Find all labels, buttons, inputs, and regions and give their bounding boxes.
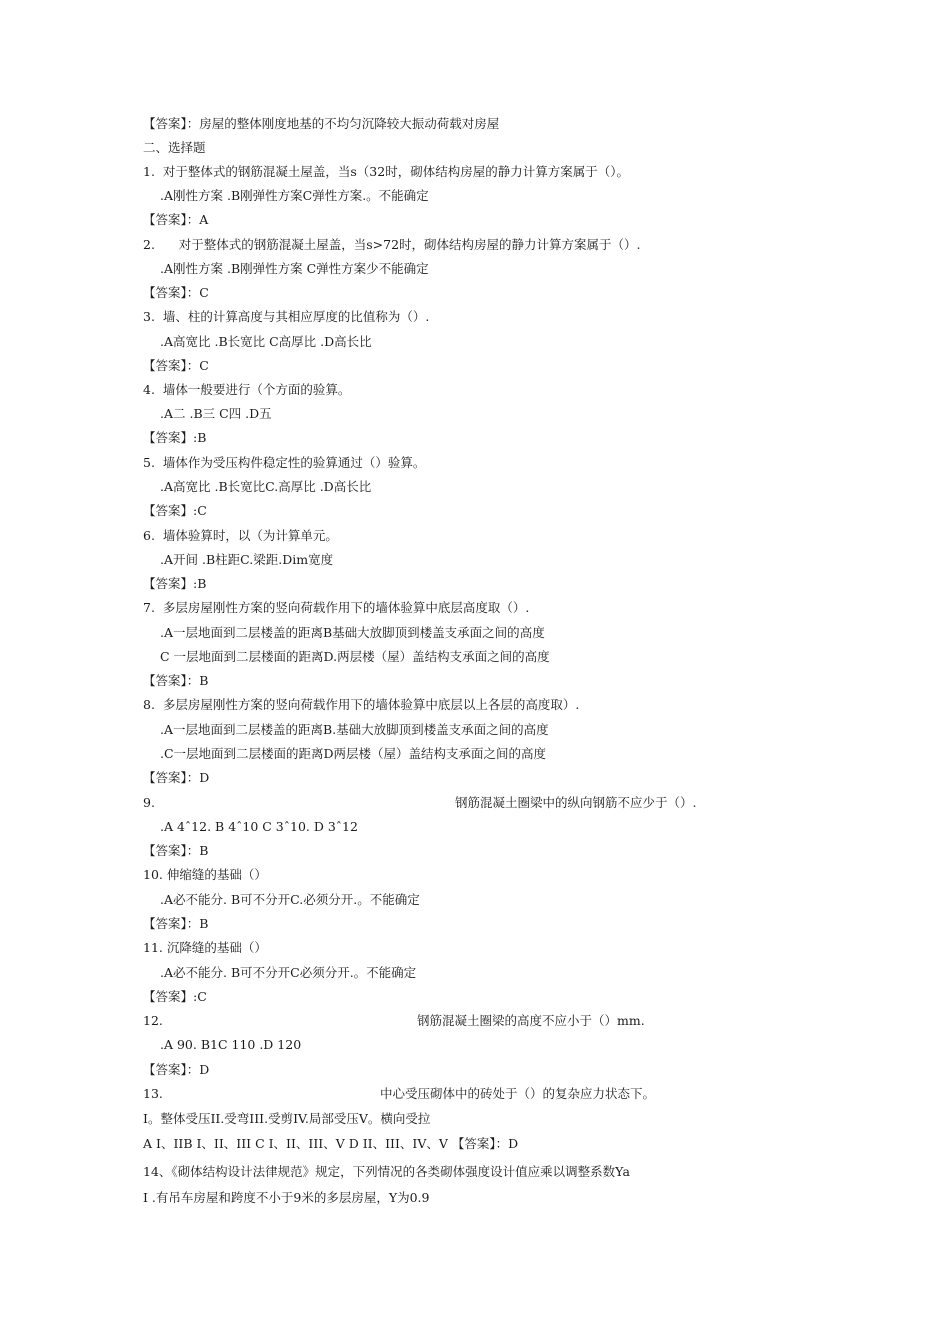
options-8b: .C一层地面到二层楼面的距离D两层楼（屋）盖结构支承面之间的高度 bbox=[160, 746, 547, 761]
question-12-number: 12. bbox=[143, 1013, 163, 1028]
options-6: .A开间 .B柱距C.梁距.Dim宽度 bbox=[160, 552, 334, 567]
question-3: 3. 墙、柱的计算高度与其相应厚度的比值称为（）. bbox=[143, 309, 430, 324]
answer-line: 【答案】：房屋的整体刚度地基的不均匀沉降较大振动荷载对房屋 bbox=[143, 116, 500, 131]
question-11: 11. 沉降缝的基础（） bbox=[143, 940, 267, 955]
question-5: 5. 墙体作为受压构件稳定性的验算通过（）验算。 bbox=[143, 455, 426, 470]
options-7b: C 一层地面到二层楼面的距离D.两层楼（屋）盖结构支承面之间的高度 bbox=[160, 649, 550, 664]
question-14-item-1: I .有吊车房屋和跨度不小于9米的多层房屋，Y为0.9 bbox=[143, 1190, 430, 1205]
options-8a: .A一层地面到二层楼盖的距离B.基础大放脚顶到楼盖支承面之间的高度 bbox=[160, 722, 549, 737]
answer-9: 【答案】：B bbox=[143, 843, 209, 858]
options-10: .A必不能分. B可不分开C.必须分开.。不能确定 bbox=[160, 892, 420, 907]
question-4: 4. 墙体一般要进行（个方面的验算。 bbox=[143, 382, 351, 397]
options-2: .A刚性方案 .B刚弹性方案 C弹性方案少不能确定 bbox=[160, 261, 429, 276]
answer-5: 【答案】:C bbox=[143, 503, 207, 518]
answer-12: 【答案】：D bbox=[143, 1062, 210, 1077]
answer-3: 【答案】：C bbox=[143, 358, 209, 373]
options-11: .A必不能分. B可不分开C必须分开.。不能确定 bbox=[160, 965, 417, 980]
question-13-items: I。整体受压II.受弯III.受剪IV.局部受压V。横向受拉 bbox=[143, 1111, 431, 1126]
options-1: .A刚性方案 .B刚弹性方案C弹性方案.。不能确定 bbox=[160, 188, 429, 203]
answer-6: 【答案】:B bbox=[143, 576, 207, 591]
options-5: .A高宽比 .B长宽比C.高厚比 .D高长比 bbox=[160, 479, 372, 494]
options-3: .A高宽比 .B长宽比 C高厚比 .D高长比 bbox=[160, 334, 372, 349]
question-2: 2. 对于整体式的钢筋混凝土屋盖，当s>72时，砌体结构房屋的静力计算方案属于（）. bbox=[143, 237, 641, 252]
options-12: .A 90. B1C 110 .D 120 bbox=[160, 1037, 302, 1052]
options-7a: .A一层地面到二层楼盖的距离B基础大放脚顶到楼盖支承面之间的高度 bbox=[160, 625, 545, 640]
answer-2: 【答案】：C bbox=[143, 285, 209, 300]
question-1: 1. 对于整体式的钢筋混凝土屋盖，当s（32时，砌体结构房屋的静力计算方案属于（）。 bbox=[143, 164, 629, 179]
question-7: 7. 多层房屋刚性方案的竖向荷载作用下的墙体验算中底层高度取（）. bbox=[143, 600, 530, 615]
options-13-answer: A I、IIB I、II、III C I、II、III、V D II、III、IV、V 【答案】：D bbox=[143, 1136, 519, 1151]
answer-11: 【答案】:C bbox=[143, 989, 207, 1004]
question-13-number: 13. bbox=[143, 1086, 163, 1101]
section-heading: 二、选择题 bbox=[143, 140, 206, 155]
question-9-number: 9. bbox=[143, 795, 155, 810]
question-6: 6. 墙体验算时，以（为计算单元。 bbox=[143, 528, 338, 543]
options-9: .A 4ˆ12. B 4ˆ10 C 3ˆ10. D 3ˆ12 bbox=[160, 819, 358, 834]
question-9-text: 钢筋混凝土圈梁中的纵向钢筋不应少于（）. bbox=[455, 795, 697, 810]
question-8: 8. 多层房屋刚性方案的竖向荷载作用下的墙体验算中底层以上各层的高度取）. bbox=[143, 697, 580, 712]
question-13-text: 中心受压砌体中的砖处于（）的复杂应力状态下。 bbox=[380, 1086, 656, 1101]
question-10: 10. 伸缩缝的基础（） bbox=[143, 867, 267, 882]
answer-7: 【答案】：B bbox=[143, 673, 209, 688]
answer-1: 【答案】：A bbox=[143, 212, 209, 227]
question-14: 14、《砌体结构设计法律规范》规定，下列情况的各类砌体强度设计值应乘以调整系数Ya bbox=[143, 1164, 630, 1179]
answer-8: 【答案】：D bbox=[143, 770, 210, 785]
answer-10: 【答案】：B bbox=[143, 916, 209, 931]
options-4: .A二 .B三 C四 .D五 bbox=[160, 406, 272, 421]
question-12-text: 钢筋混凝土圈梁的高度不应小于（）mm. bbox=[417, 1013, 645, 1028]
answer-4: 【答案】:B bbox=[143, 430, 207, 445]
